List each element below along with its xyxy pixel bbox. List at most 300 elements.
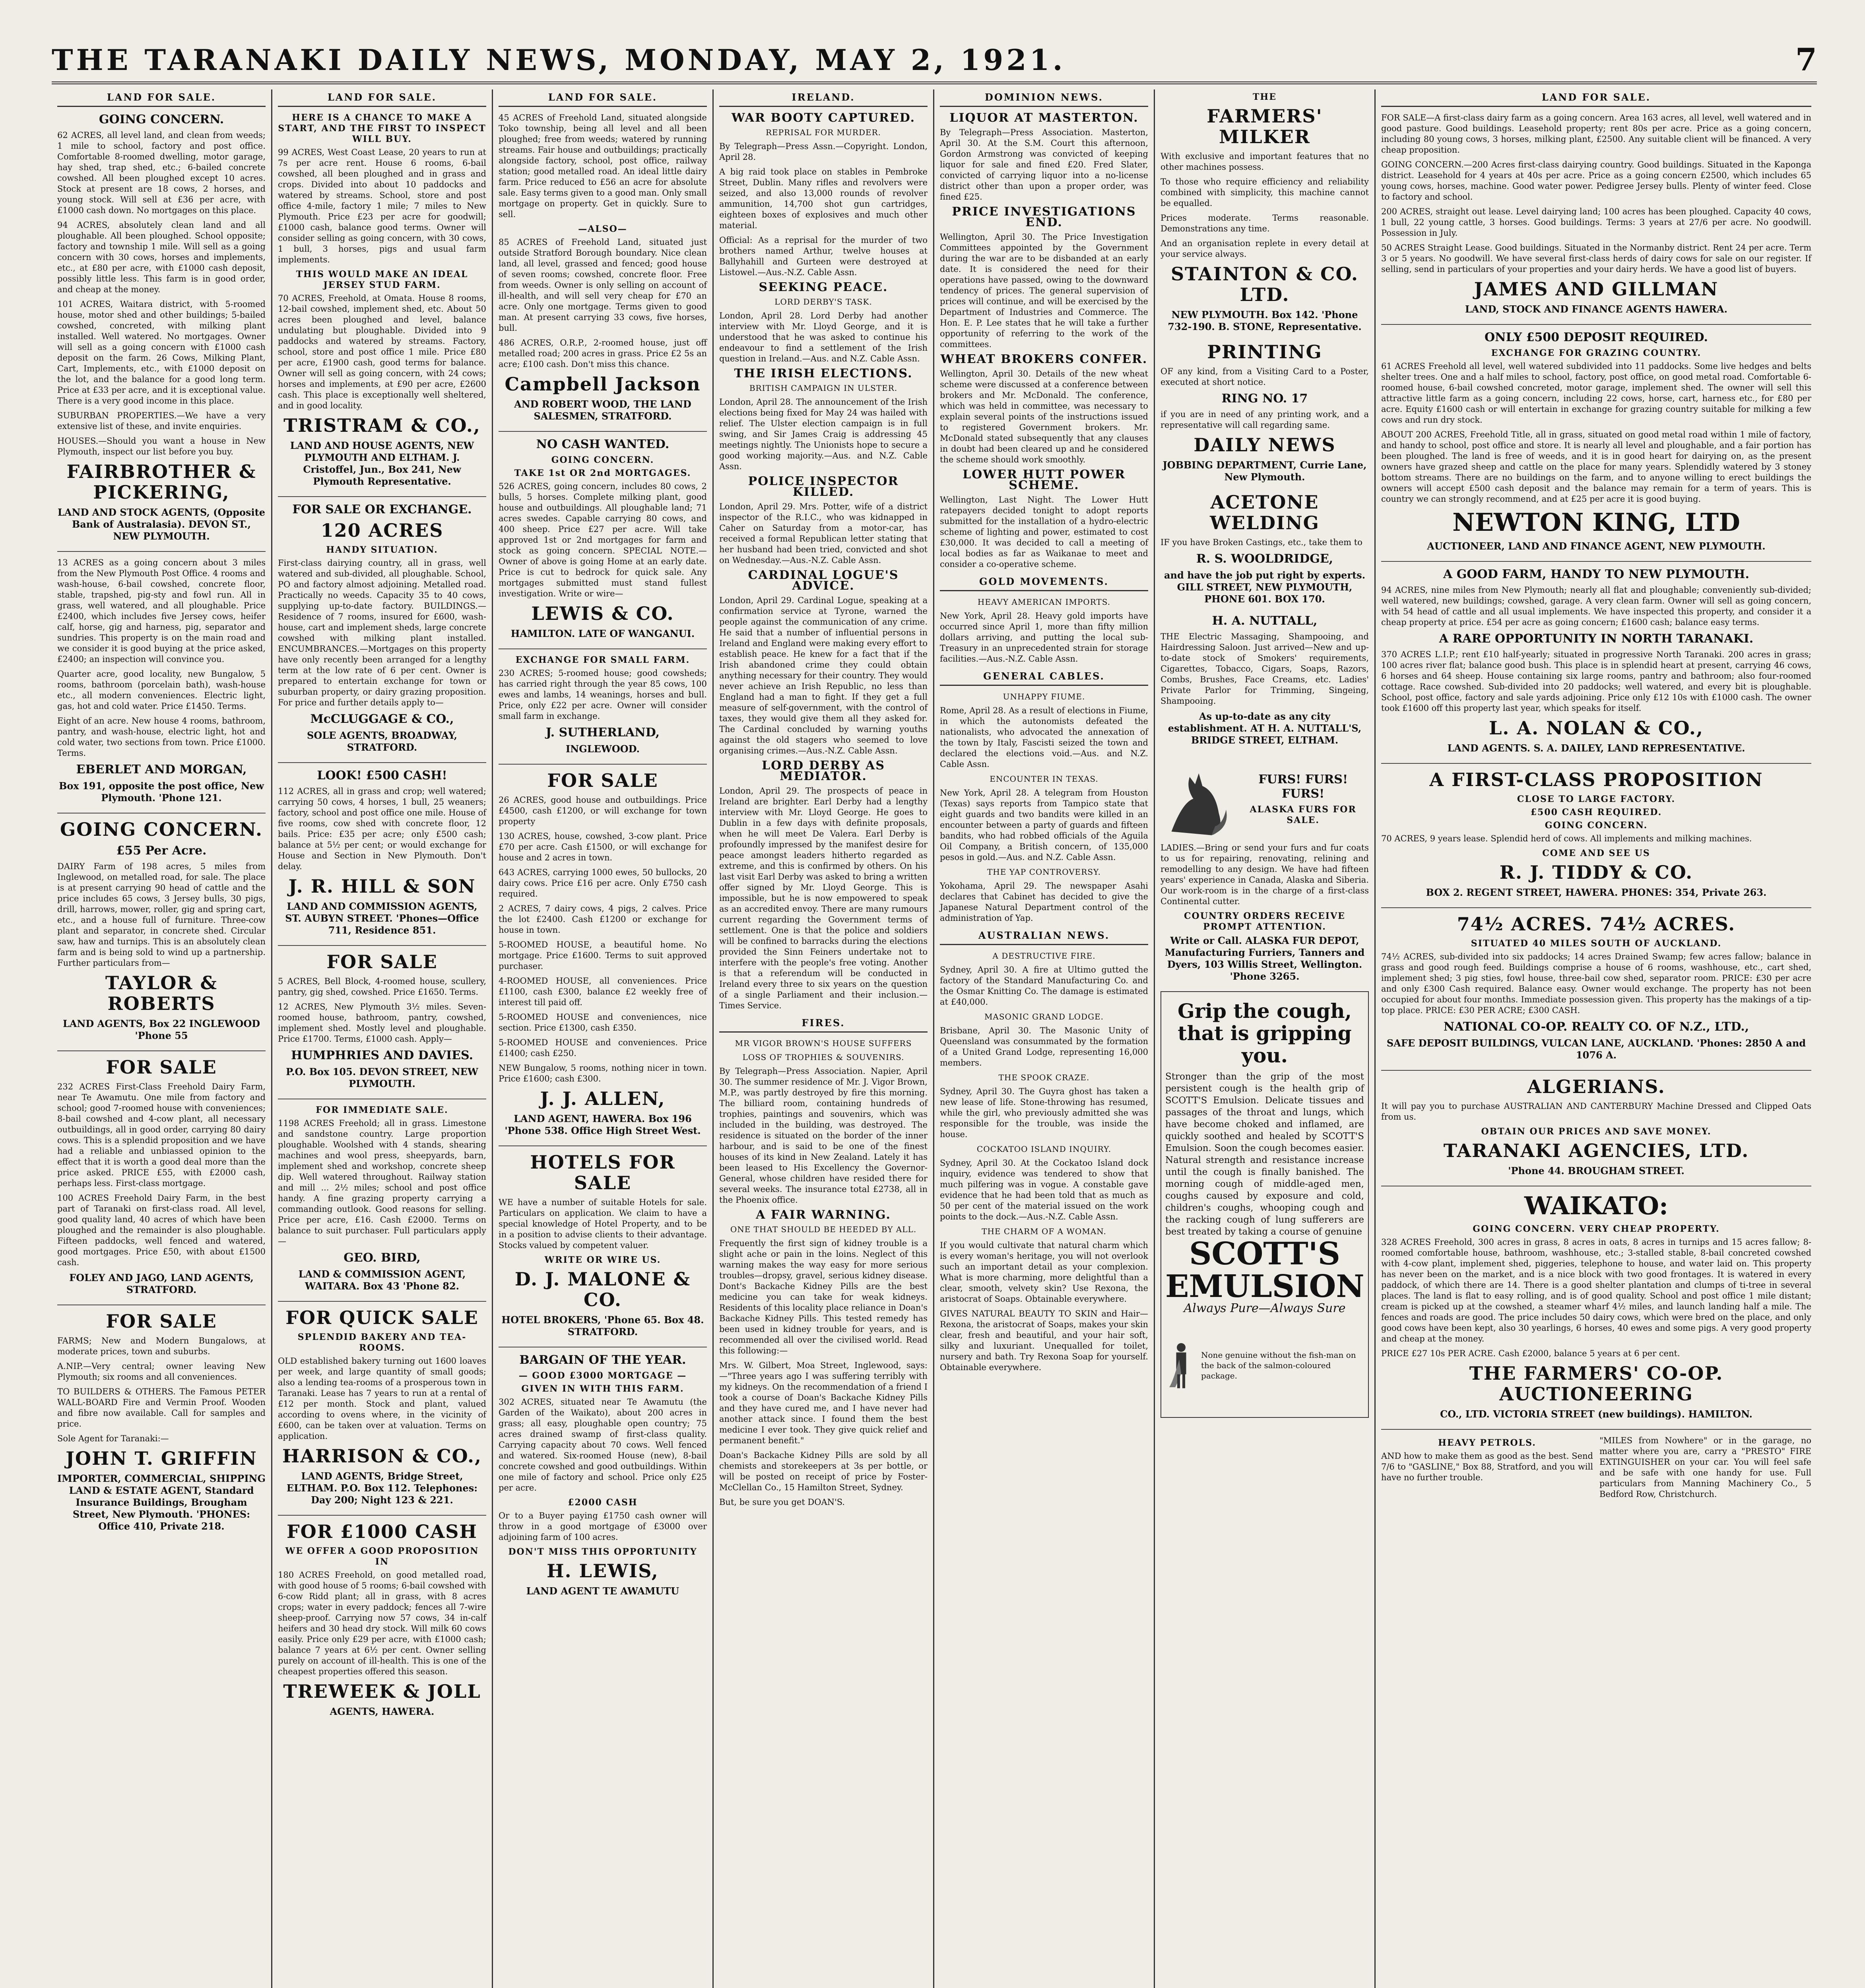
article-text: Sydney, April 30. A fire at Ultimo gutted the factory of the Standard Manufacturing Co. and the Osmar Knitting Co. The damage is estimated at £40,000.: [940, 965, 1148, 1007]
brand-tagline: Always Pure—Always Sure: [1184, 1301, 1346, 1315]
ad-heading: FOR SALE: [326, 951, 438, 973]
ad-text: 74½ ACRES, sub-divided into six paddocks; 14 acres Drained Swamp; few acres fallow; balance in grass and good rough feed. Buildings comprise a house of 6 rooms, washhouse, etc., cart shed, implement shed; 3 pig sties, fowl house, three-bail cow shed, separator room. PRICE: £30 per acre and only £300 Cash required. Balance easy. Owner would exchange. The property has not been occupied for about four months. Immediate possession given. This property has the makings of a tip-top place. PRICE: £30 PER ACRE; £300 CASH.: [1381, 952, 1811, 1015]
agent-details: and have the job put right by experts. GILL STREET, NEW PLYMOUTH, PHONE 601. BOX 170.: [1164, 569, 1366, 605]
classified-ad: [278, 951, 486, 1090]
furs-text: [1237, 769, 1369, 828]
article-heading: PRICE INVESTIGATIONS END.: [952, 205, 1136, 229]
article-text: If you would cultivate that natural charm which is every woman's heritage, you will not overlook such an important detail as your complexion. What is more charming, more delightful than a clear, smooth, velvety skin? Use Rexona, the aristocrat of Soaps. Obtainable everywhere.: [940, 1241, 1148, 1304]
ad-text: 5 ACRES, Bell Block, 4-roomed house, scullery, pantry, gig shed, cowshed. Price £1650. Terms.: [278, 977, 486, 997]
agent-name: JAMES AND GILLMAN: [1474, 278, 1719, 300]
classified-ad: [499, 437, 707, 640]
ad-heading: BARGAIN OF THE YEAR.: [519, 1353, 686, 1367]
classified-ad: [1381, 1192, 1811, 1420]
article-text: New York, April 28. A telegram from Houston (Texas) says reports from Tampico state that eight guards and two bandits were killed in an encounter between a party of guards and fifteen bandits, who had robbed officials of the Aguila Oil Company, a British concern, of 135,000 pesos in gold.—Aus. and N.Z. Cable Assn.: [940, 788, 1148, 862]
ad-heading: A GOOD FARM, HANDY TO NEW PLYMOUTH.: [1443, 567, 1749, 581]
classified-ad: [1599, 1435, 1811, 1504]
ad-subheading: COUNTRY ORDERS RECEIVE PROMPT ATTENTION.: [1184, 911, 1345, 932]
divider: [1381, 561, 1811, 562]
column-heading: IRELAND.: [719, 89, 928, 107]
agent-name: D. J. MALONE & CO.: [514, 1268, 691, 1310]
ad-text: 94 ACRES, absolutely clean land and all ploughable. All been ploughed. School opposite; factory and township 1 mile. Will sell as a going concern with 30 cows, horses and implements, etc., at £80 per acre, with £1000 cash deposit, possibly little less. This farm is in good order, and cheap at the money.: [57, 220, 266, 294]
ad-text: First-class dairying country, all in grass, well watered and sub-divided, all ploughable. School, PO and factory almost adjoining. Metalled road. Practically no weeds. Capacity 35 to 40 cows, supplying up-to-date factory. BUILDINGS.—Residence of 7 rooms, insured for £600, wash-house, cart and implement sheds, large concrete cowshed with milking plant installed. ENCUMBRANCES.—Mortgages on this property have only recently been arranged for a lengthy term at the low rate of 6 per cent. Owner is prepared to entertain exchange for town or suburban property, or dairy grazing proposition. For price and further details apply to—: [278, 558, 486, 707]
column-2: [272, 89, 493, 1988]
agent-details: LAND AGENT TE AWAMUTU: [526, 1585, 679, 1597]
classified-ad: [499, 770, 707, 1137]
agent-details: LAND AGENTS, Bridge Street, ELTHAM. P.O. Box 112. Telephones: Day 200; Night 123 & 221.: [286, 1470, 478, 1506]
ad-text: WE have a number of suitable Hotels for sale. Particulars on application. We claim to have a special knowledge of Hotel Property, and to be in a position to advise clients to their advantage. Stocks valued by competent valuer.: [499, 1198, 707, 1250]
article-subheading: MR VIGOR BROWN'S HOUSE SUFFERS: [735, 1039, 912, 1048]
ad-text: 643 ACRES, carrying 1000 ewes, 50 bullocks, 20 dairy cows. Price £16 per acre. Only £750 cash required.: [499, 868, 707, 899]
ad-text: 5-ROOMED HOUSE and conveniences. Price £1400; cash £250.: [499, 1038, 707, 1058]
ad-text: 1198 ACRES Freehold; all in grass. Limestone and sandstone country. Large proportion ploughable. Woolshed with 4 stands, shearing machines and wool press, sheepyards, barn, implement shed and workshop, concrete sheep dip. Well watered throughout. Railway station and mill ... 2½ miles; school and post office handy. A fine grazing property carrying a commanding outlook. Good reasons for selling. Price per acre, £16. Cash £2000. Terms on balance to suit purchaser. Full particulars apply—: [278, 1118, 486, 1246]
ad-text: 370 ACRES L.I.P.; rent £10 half-yearly; situated in progressive North Taranaki. 200 acres in grass; 100 acres river flat; balance good bush. This place is in splendid heart at present, carrying 46 cows, 6 horses and 64 sheep. House containing six large rooms, pantry and bathroom; also four-roomed cottage. Race cowshed. Sub-divided into 20 paddocks; well watered, and every bit is ploughable. School, post office, factory and sale yards adjoining. Price only £12 10s with £1000 cash. The owner took £1600 off this property last year, which speaks for itself.: [1381, 650, 1811, 713]
article-text: Rome, April 28. As a result of elections in Fiume, in which the autonomists defeated the nationalists, who advocated the annexation of the town by Italy, Fascisti seized the town and declared the elections void.—Aus. and N.Z. Cable Assn.: [940, 706, 1148, 769]
ad-text: 70 ACRES, 9 years lease. Splendid herd of cows. All implements and milking machines.: [1381, 834, 1752, 843]
divider: [499, 1145, 707, 1146]
agent-details: LAND AND HOUSE AGENTS, NEW PLYMOUTH AND ELTHAM. J. Cristoffel, Jun., Box 241, New Plymouth Representative.: [290, 440, 474, 487]
ad-text: 13 ACRES as a going concern about 3 miles from the New Plymouth Post Office. 4 rooms and wash-house, 6-bail cowshed, concrete floor, stable, trapshed, pig-sty and fowl run. All in grass, well watered, and all ploughable. Price £2400, which includes five Jersey cows, heifer calf, horse, gig and harness, pig, separator and sundries. This property is on the main road and we consider it is good buying at the price asked, £2400; an inspection will convince you.: [57, 558, 266, 664]
classified-ad: [57, 819, 266, 1042]
ad-text: 101 ACRES, Waitara district, with 5-roomed house, motor shed and other buildings; 5-bailed cowshed, concreted, with milking plant installed. Well watered. No mortgages. Owner will sell as a going concern with £1000 cash deposit on the farm. 26 Cows, Milking Plant, Cart, Implements, etc., with £1000 deposit on the lot, and the balance for a good long term. Price at £33 per acre, and it is exceptional value. There is a very good income in this place.: [57, 299, 266, 406]
column-heading: LAND FOR SALE.: [1381, 89, 1811, 107]
article-text: But, be sure you get DOAN'S.: [719, 1497, 845, 1507]
ad-text: And an organisation replete in every detail at your service always.: [1161, 239, 1369, 259]
classified-ad: [1381, 330, 1811, 552]
article-heading: THE IRISH ELECTIONS.: [734, 367, 913, 381]
ad-heading: LOOK! £500 CASH!: [317, 769, 447, 782]
article-subheading: ONE THAT SHOULD BE HEEDED BY ALL.: [730, 1225, 917, 1234]
ad-text: HOUSES.—Should you want a house in New Plymouth, inspect our list before you buy.: [57, 436, 266, 456]
column-heading: DOMINION NEWS.: [940, 89, 1148, 107]
article-subheading: ENCOUNTER IN TEXAS.: [990, 774, 1098, 784]
agent-details: SAFE DEPOSIT BUILDINGS, VULCAN LANE, AUCKLAND. 'Phones: 2850 A and 1076 A.: [1386, 1037, 1806, 1061]
article-text: New York, April 28. Heavy gold imports have occurred since April 1, more than fifty million dollars arriving, and putting the local sub-Treasury in an unprecedented strain for storage facilities.—Aus.-N.Z. Cable Assn.: [940, 611, 1148, 664]
ad-text: LADIES.—Bring or send your furs and fur coats to us for repairing, renovating, relining and remodelling to any design. We have had fifteen years' experience in Canada, Alaska and Siberia. Our work-room is in the charge of a first-class Continental cutter.: [1161, 843, 1369, 906]
ad-text: 180 ACRES Freehold, on good metalled road, with good house of 5 rooms; 6-bail cowshed with 6-cow Ridd plant; all in grass, with 8 acres crops; water in every paddock; fences all 7-wire sheep-proof. Carrying now 57 cows, 34 in-calf heifers and 30 head dry stock. Will milk 60 cows easily. Price only £29 per acre, with £1000 cash; balance 7 years at 6½ per cent. Owner selling purely on account of ill-health. This is one of the cheapest properties offered this season.: [278, 1570, 486, 1676]
article-subheading: THE YAP CONTROVERSY.: [987, 867, 1101, 877]
divider: [278, 945, 486, 946]
ad-subheading: HANDY SITUATION.: [326, 545, 438, 555]
furs-header: [1161, 755, 1369, 843]
ad-text: 12 ACRES, New Plymouth 3½ miles. Seven-roomed house, bathroom, pantry, cowshed, implement shed. Mostly level and ploughable. Price £1700. Terms, £1000 cash. Apply—: [278, 1002, 486, 1044]
column-1: [52, 89, 272, 1988]
ad-heading: GOING CONCERN.: [60, 819, 263, 840]
ad-text: 50 ACRES Straight Lease. Good buildings. Situated in the Normanby district. Rent 24 per acre. Term 3 or 5 years. No goodwill. We have several first-class herds of dairy cows for sale on our register. If selling, send in particulars of your properties and your dairy herds. We have a good list of buyers.: [1381, 243, 1811, 274]
columns: [52, 89, 1817, 1988]
column-6: [1155, 89, 1376, 1988]
ad-heading: FOR IMMEDIATE SALE.: [316, 1105, 448, 1115]
ad-text: Or to a Buyer paying £1750 cash owner will throw in a good mortgage of £3000 over adjoining farm of 100 acres.: [499, 1511, 707, 1542]
article-text: London, April 28. Lord Derby had another interview with Mr. Lloyd George, and it is understood that he was asked to continue his endeavour to find a settlement of the Irish question in Ireland.—Aus. and N.Z. Cable Assn.: [719, 311, 928, 363]
article-text: By Telegraph—Press Association. Masterton, April 30. At the S.M. Court this afternoon, Gordon Armstrong was convicted of keeping liquor for sale and fined £20. Fred Slater, convicted of carrying liquor into a no-license district other than upon a proper order, was fined £25.: [940, 128, 1148, 202]
article-text: Mrs. W. Gilbert, Moa Street, Inglewood, says:—"Three years ago I was suffering terribly with my kidneys. On the recommendation of a friend I took a course of Doan's Backache Kidney Pills and they have cured me, and I have never had another attack since. I found them the best medicine I ever took. They give quick relief and permanent benefit.": [719, 1361, 928, 1445]
agent-details: AND ROBERT WOOD, THE LAND SALESMEN, STRATFORD.: [514, 398, 691, 422]
ad-heading: PRINTING: [1207, 341, 1322, 363]
agent-name: Campbell Jackson: [505, 373, 701, 395]
article-text: London, April 29. The prospects of peace in Ireland are brighter. Earl Derby had a lengthy interview with Mr. Lloyd George. He goes to Dublin in a few days with definite proposals, when he will meet De Valera. Earl Derby is profoundly impressed by the manifest desire for peace amongst leaders hitherto regarded as extreme, and this is confirmed by others. On his last visit Earl Derby was asked to bring a written offer signed by Mr. Lloyd George. This is impossible, but he is now empowered to speak as an accredited envoy. There are many rumours current regarding the Government terms of settlement. One is that the police and soldiers will be confined to barracks during the elections provided the Sinn Feiners undertake not to interfere with the people's free voting. Another is that a referendum will be conducted in Ireland every three to six years on the question of a single Parliament and their inclusion.—Times Service.: [719, 786, 928, 1010]
ad-text: 328 ACRES Freehold, 300 acres in grass, 8 acres in oats, 8 acres in turnips and 15 acres fallow; 8-roomed comfortable house, bathroom, washhouse, etc.; 3-stalled stable, 8-bail concreted cowshed with 4-cow plant, implement shed, piggeries, telephone to house, and water laid on. This property has never been on the market, and is a nice block with two good frontages. It is watered in every paddock, of which there are 14. There is a good shelter plantation and clumps of ti-tree in several places. The land is flat to easy rolling, and is of good quality. School and post office 1 mile distant; cream is picked up at the cowshed, a steamer wharf 4½ miles, and launch landing half a mile. The fences and roads are good. The price includes 50 dairy cows, which were bred on the place, and only good cows have been kept, also 30 yearlings, 6 horses, 40 ewes and some pigs. A very good property and cheap at the money.: [1381, 1237, 1811, 1343]
article-text: Doan's Backache Kidney Pills are sold by all chemists and storekeepers at 3s per bottle, or will be posted on receipt of price by Foster-McClellan Co., 15 Hamilton Street, Sydney.: [719, 1450, 928, 1492]
article-text: Official: As a reprisal for the murder of two brothers named Arthur, twelve houses at Ballyhahill and Gurteen were destroyed at Listowel.—Aus.-N.Z. Cable Assn.: [719, 235, 928, 277]
agent-details: SOLE AGENTS, BROADWAY, STRATFORD.: [307, 730, 457, 753]
ad-text: 45 ACRES of Freehold Land, situated alongside Toko township, being all level and all been ploughed; free from weeds; watered by running streams. Fair house and outbuildings; practically alongside factory, school, post office, railway station; good metalled road. An ideal little dairy farm. Price reduced to £56 an acre for absolute sale. Easy terms given to a good man. Only small mortgage on property. Get in quickly. Sure to sell.: [499, 113, 707, 219]
hairdresser-ad: [1161, 614, 1369, 746]
ad-text: With exclusive and important features that no other machines possess.: [1161, 151, 1369, 172]
agent-details: FOLEY AND JAGO, LAND AGENTS, STRATFORD.: [69, 1272, 254, 1295]
fisherman-row: [1165, 1318, 1364, 1413]
agent-name: J. J. ALLEN,: [540, 1088, 666, 1109]
divider: [278, 1515, 486, 1516]
article-heading: POLICE INSPECTOR KILLED.: [748, 474, 899, 499]
ad-subheading: SITUATED 40 MILES SOUTH OF AUCKLAND.: [1471, 938, 1722, 949]
ad-text: 26 ACRES, good house and outbuildings. Price £4500, cash £1200, or will exchange for town property: [499, 795, 707, 826]
ad-text: 94 ACRES, nine miles from New Plymouth; nearly all flat and ploughable; conveniently sub-divided; well watered, new buildings; cowshed, garage. A very clean farm. Owner will sell as going concern, with 54 head of cattle and all usual implements. We have inspected this property, and consider it a cheap property at price. £54 per acre as going concern; £1600 cash; balance easy terms.: [1381, 585, 1811, 627]
column-7: [1376, 89, 1817, 1988]
divider: [278, 496, 486, 497]
ad-text: Sole Agent for Taranaki:—: [57, 1434, 169, 1443]
divider: [499, 764, 707, 765]
article-text: Brisbane, April 30. The Masonic Unity of Queensland was consummated by the formation of a United Grand Lodge, representing 16,000 members.: [940, 1026, 1148, 1068]
ad-heading: 74½ ACRES. 74½ ACRES.: [1457, 913, 1736, 935]
agent-name: TREWEEK & JOLL: [283, 1681, 481, 1702]
article-subheading: REPRISAL FOR MURDER.: [766, 128, 881, 137]
article-heading: A FAIR WARNING.: [756, 1208, 891, 1222]
article-text: Sydney, April 30. The Guyra ghost has taken a new lease of life. Stone-throwing has resumed, while the girl, who previously admitted she was responsible for the trouble, was inside the house.: [940, 1087, 1148, 1139]
ad-subheading: WE OFFER A GOOD PROPOSITION IN: [285, 1546, 479, 1567]
ad-text: 70 ACRES, Freehold, at Omata. House 8 rooms, 12-bail cowshed, implement shed, etc. About 50 acres been ploughed and level, balance undulating but ploughable. Divided into 9 paddocks and watered by streams. Factory, school, store and post office 1 mile. Price £80 per acre, £1900 cash, good terms for balance. Owner will sell as going concern, with 24 cows; horses and implements, at £90 per acre, £2600 cash. This place is exceptionally well sheltered, and in good locality.: [278, 293, 486, 410]
article-text: Yokohama, April 29. The newspaper Asahi declares that Cabinet has decided to give the Japanese Natural Department control of the administration of Yap.: [940, 881, 1148, 923]
ad-text: 100 ACRES Freehold Dairy Farm, in the best part of Taranaki on first-class road. All level, good quality land, 40 acres of which have been ploughed and the remainder is also ploughable. Fifteen paddocks, well fenced and watered, good mortgages. Price £50, with about £1500 cash.: [57, 1193, 266, 1267]
ad-heading: HOTELS FOR SALE: [530, 1151, 675, 1194]
agent-details: LAND AGENT, HAWERA. Box 196 'Phone 538. Office High Street West.: [505, 1113, 701, 1136]
classified-ad: [278, 113, 486, 487]
article-text: London, April 29. Mrs. Potter, wife of a district inspector of the R.I.C., who was kidnapped in Caher on Saturday from a motor-car, has received a formal Republican letter stating that her husband had been tried, convicted and shot on Wednesday.—Aus.-N.Z. Cable Assn.: [719, 502, 928, 565]
classified-ad: [499, 113, 707, 422]
agent-name: L. A. NOLAN & CO.,: [1489, 717, 1704, 739]
ad-subheading: £500 CASH REQUIRED.: [1530, 807, 1662, 817]
small-ads-row: [1381, 1435, 1811, 1512]
classified-ad: [1381, 914, 1811, 1061]
agent-details: NEW PLYMOUTH. Box 142. 'Phone 732-190. B. STONE, Representative.: [1168, 309, 1362, 332]
classified-ad: [1381, 567, 1811, 754]
agent-details: LAND AND STOCK AGENTS, (Opposite Bank of Australasia). DEVON ST., NEW PLYMOUTH.: [58, 507, 265, 542]
agent-name: NATIONAL CO-OP. REALTY CO. OF N.Z., LTD.,: [1443, 1020, 1749, 1034]
ad-subheading: TAKE 1st OR 2nd MORTGAGES.: [514, 468, 691, 478]
agent-details: LAND AGENTS. S. A. DAILEY, LAND REPRESENTATIVE.: [1447, 742, 1745, 754]
ad-subheading: GOING CONCERN.: [1545, 820, 1648, 831]
ad-subheading: — GOOD £3000 MORTGAGE —: [518, 1371, 687, 1381]
ad-text: Prices moderate. Terms reasonable. Demonstrations any time.: [1161, 213, 1369, 233]
ad-text: SUBURBAN PROPERTIES.—We have a very extensive list of these, and invite enquiries.: [57, 411, 266, 431]
article-heading: LOWER HUTT POWER SCHEME.: [963, 468, 1126, 492]
ad-heading: ACETONE WELDING: [1210, 491, 1320, 534]
agent-details: P.O. Box 105. DEVON STREET, NEW PLYMOUTH.: [286, 1066, 478, 1089]
ad-subheading: ALASKA FURS FOR SALE.: [1250, 804, 1357, 825]
divider: [57, 551, 266, 552]
ad-heading: A FIRST-CLASS PROPOSITION: [1429, 769, 1763, 790]
ad-subheading: CLOSE TO LARGE FACTORY.: [1517, 794, 1676, 804]
ad-text: 486 ACRES, O.R.P., 2-roomed house, just off metalled road; 200 acres in grass. Price £2 5s an acre; £100 cash. Don't miss this chance.: [499, 338, 707, 369]
divider: [278, 762, 486, 763]
article-heading: WAR BOOTY CAPTURED.: [731, 111, 916, 125]
agent-name: EBERLET AND MORGAN,: [76, 763, 247, 777]
ad-text: It will pay you to purchase AUSTRALIAN AND CANTERBURY Machine Dressed and Clipped Oats from us.: [1381, 1101, 1811, 1122]
classified-ad: [278, 1521, 486, 1718]
ad-heading: WAIKATO:: [1524, 1191, 1668, 1220]
column-heading: LAND FOR SALE.: [278, 89, 486, 107]
classified-ad: [499, 1152, 707, 1338]
divider: [57, 1050, 266, 1051]
agent-name: NEWTON KING, LTD: [1452, 508, 1740, 537]
welding-ad: [1161, 492, 1369, 605]
ad-text: 2 ACRES, 7 dairy cows, 4 pigs, 2 calves. Price the lot £2400. Cash £1200 or exchange for house in town.: [499, 904, 707, 935]
agent-details: AUCTIONEER, LAND AND FINANCE AGENT, NEW PLYMOUTH.: [1427, 540, 1766, 552]
article-subheading: UNHAPPY FIUME.: [1003, 692, 1085, 701]
article-text: London, April 29. Cardinal Logue, speaking at a confirmation service at Tyrone, warned the people against the communication of any crime. He said that a number of influential persons in Ireland and England were making every effort to establish peace. He knew for a fact that if the Irish abandoned crime they could obtain anything necessary for their country. They would never achieve an Irish Republic, no less than England had a man to fight. If they get a full measure of self-government, with the control of taxes, they would give them all they asked for. The Cardinal concluded by warning youths against the old stagers who seemed to love organising crimes.—Aus.-N.Z. Cable Assn.: [719, 596, 928, 755]
article-subheading: MASONIC GRAND LODGE.: [984, 1012, 1104, 1021]
ad-text: Quarter acre, good locality, new Bungalow, 5 rooms, bathroom (porcelain bath), wash-house etc., all modern conveniences. Electric light, gas, hot and cold water. Price £1450. Terms.: [57, 669, 266, 711]
article-heading: CARDINAL LOGUE'S ADVICE.: [748, 568, 899, 593]
agent-details: AGENTS, HAWERA.: [330, 1706, 435, 1717]
article-text: Frequently the first sign of kidney trouble is a slight ache or pain in the loins. Neglect of this warning makes the way easy for more serious troubles—dropsy, gravel, serious kidney disease. Dont's Backache Kidney Pills are the best medicine you can take for weak kidneys. Residents of this locality place reliance in Doan's Backache Kidney Pills. This tested remedy has been used in kidney trouble for years, and is recommended all over the civilised world. Read this following:—: [719, 1239, 928, 1355]
agent-name: R. S. WOOLDRIDGE,: [1196, 552, 1333, 566]
ad-text: 200 ACRES, straight out lease. Level dairying land; 100 acres has been ploughed. Capacity 40 cows, 1 bull, 22 young cattle, 3 horses. Good buildings. Terms: 3 years at 27/6 per acre. No goodwill. Possession in July.: [1381, 207, 1811, 238]
agent-details: IMPORTER, COMMERCIAL, SHIPPING LAND & ESTATE AGENT, Standard Insurance Buildings, Brougham Street, New Plymouth. 'PHONES: Office 410, Private 218.: [57, 1473, 266, 1532]
ad-text: 130 ACRES, house, cowshed, 3-cow plant. Price £70 per acre. Cash £1500, or will exchange for house and 2 acres in town.: [499, 831, 707, 862]
ad-text: IF you have Broken Castings, etc., take them to: [1161, 538, 1362, 547]
ad-text: 112 ACRES, all in grass and crop; well watered; carrying 50 cows, 4 horses, 1 bull, 25 weaners; factory, school and post office one mile. House of five rooms, cow shed with concrete floor, 12 bails. Price: £35 per acre; only £500 cash; balance at 5½ per cent; or would exchange for House and Section in New Plymouth. Don't delay.: [278, 786, 486, 871]
classified-ad: [278, 503, 486, 753]
ad-text: ABOUT 200 ACRES, Freehold Title, all in grass, situated on good metal road within 1 mile of factory, and handy to school, post office and store. It is nearly all level and ploughable, and a fair portion has been ploughed. The land is free of weeds, and it is in good heart for dairying on, as the present owners have grazed sheep and cattle on the place for many years. Splendidly watered by 3 stoney bottom streams. There are no buildings on the farm, and to anyone willing to erect buildings the owners will accept £500 cash deposit and the balance may remain for a term of years. This is country we can strongly recommend, and at £25 per acre it is good buying.: [1381, 430, 1811, 504]
classified-ad: [57, 113, 266, 542]
divider: [1381, 907, 1811, 908]
fisherman-illustration: [1165, 1318, 1197, 1413]
milker-ad: [1161, 92, 1369, 333]
ad-heading: FOR SALE: [547, 770, 658, 791]
ad-subheading: GOING CONCERN.: [551, 455, 654, 465]
ad-heading: 120 ACRES: [320, 520, 444, 541]
agent-name: FAIRBROTHER & PICKERING,: [66, 461, 256, 503]
ad-heading: HEAVY PETROLS.: [1438, 1438, 1536, 1448]
ad-text: AND how to make them as good as the best. Send 7/6 to "GASLINE," Box 88, Stratford, and you will have no further trouble.: [1381, 1451, 1593, 1482]
agent-details: JOBBING DEPARTMENT, Currie Lane, New Plymouth.: [1162, 459, 1367, 483]
agent-details: LAND & COMMISSION AGENT, WAITARA. Box 43 'Phone 82.: [298, 1268, 466, 1292]
ad-text: DAIRY Farm of 198 acres, 5 miles from Inglewood, on metalled road, for sale. The place is at present carrying 90 head of cattle and the price includes 65 cows, 3 Jersey bulls, 30 pigs, drill, harrows, mower, roller, gig and spring cart, etc., and a house full of furniture. Three-cow plant and separator, in concrete shed. Circular saw, haw and turnips. This is an absolutely clean farm and is being sold to wind up a partnership. Further particulars from—: [57, 862, 266, 968]
furs-ad: [1161, 755, 1369, 982]
ad-heading: ONLY £500 DEPOSIT REQUIRED.: [1485, 330, 1708, 344]
agent-details: BOX 2. REGENT STREET, HAWERA. PHONES: 354, Private 263.: [1426, 887, 1767, 898]
agent-details: 'Phone 44. BROUGHAM STREET.: [1508, 1165, 1685, 1176]
article-text: By Telegraph—Press Association. Napier, April 30. The summer residence of Mr. J. Vigor Brown, M.P., was partly destroyed by fire this morning. The billiard room, containing hundreds of trophies, paintings and souvenirs, which was included in the building, was destroyed. The residence is situated on the border of the inner harbour, and is said to be one of the finest houses of its kind in New Zealand. Lately it has been leased to His Excellency the Governor-General, whose children have resided there for several weeks. The insurance total £2738, all in the Phoenix office.: [719, 1066, 928, 1205]
ad-text: "MILES from Nowhere" or in the garage, no matter where you are, carry a "PRESTO" FIRE EXTINGUISHER on your car. You will feel safe and be safe with one handy for use. Full particulars from Manning Machinery Co., 5 Bedford Row, Christchurch.: [1599, 1436, 1811, 1499]
ad-subheading: £55 Per Acre.: [116, 844, 207, 858]
article-text: Sydney, April 30. At the Cockatoo Island dock inquiry, evidence was tendered to show that much pilfering was in vogue. A constable gave evidence that he had been told that as much as 50 per cent of the material issued on the work points to the dock.—Aus.-N.Z. Cable Assn.: [940, 1158, 1148, 1221]
agent-name: J. SUTHERLAND,: [545, 726, 660, 740]
agent-details: As up-to-date as any city establishment. AT H. A. NUTTALL'S, BRIDGE STREET, ELTHAM.: [1168, 711, 1362, 746]
agent-name: GEO. BIRD,: [344, 1251, 421, 1265]
fox-illustration: [1161, 755, 1233, 843]
divider: [1381, 763, 1811, 764]
column-5: [934, 89, 1155, 1988]
ad-text: 302 ACRES, situated near Te Awamutu (the Garden of the Waikato), about 200 acres in grass; all easy, ploughable open country; 75 acres drained swamp of first-class quality. Carrying capacity about 70 cows. Well fenced and watered. Six-roomed House (new), 8-bail concrete cowshed and good outbuildings. Within one mile of factory and school. Price only £25 per acre.: [499, 1397, 707, 1493]
ad-heading: FOR SALE OR EXCHANGE.: [292, 503, 472, 516]
ad-heading: ALGERIANS.: [1527, 1076, 1665, 1097]
ad-text: PRICE £27 10s PER ACRE. Cash £2000, balance 5 years at 6 per cent.: [1381, 1349, 1680, 1358]
classified-ad: [278, 1307, 486, 1506]
ad-text: 5-ROOMED HOUSE, a beautiful home. No mortgage. Price £1600. Terms to suit approved purchaser.: [499, 940, 707, 971]
ad-subheading: GOING CONCERN. VERY CHEAP PROPERTY.: [1473, 1224, 1720, 1234]
ad-text: 99 ACRES, West Coast Lease, 20 years to run at 7s per acre rent. House 6 rooms, 6-bail cowshed, all been ploughed and in grass and crops. Divided into about 10 paddocks and watered by streams. School, store and post office 4-mile, factory 1 mile; 7 miles to New Plymouth. Price £23 per acre for goodwill; £1000 cash, balance good terms. Owner will consider selling as going concern, with 30 cows, 1 bull, 3 horses, pigs and usual farm implements.: [278, 148, 486, 264]
ad-heading: HERE IS A CHANCE TO MAKE A START, AND THE FIRST TO INSPECT WILL BUY.: [278, 113, 486, 144]
ad-text: 230 ACRES; 5-roomed house; good cowsheds; has carried right through the year 85 cows, 100 ewes and lambs, 14 weanings, horses and bull. Price, only £22 per acre. Owner will consider small farm in exchange.: [499, 668, 707, 721]
ad-subheading: SPLENDID BAKERY AND TEA-ROOMS.: [297, 1332, 467, 1353]
article-subheading: COCKATOO ISLAND INQUIRY.: [976, 1144, 1112, 1154]
ad-text: FARMS; New and Modern Bungalows, at moderate prices, town and suburbs.: [57, 1336, 266, 1356]
article-subheading: LORD DERBY'S TASK.: [774, 297, 872, 307]
article-subheading: LOSS OF TROPHIES & SOUVENIRS.: [742, 1052, 904, 1062]
agent-details: LAND, STOCK AND FINANCE AGENTS HAWERA.: [1465, 303, 1727, 315]
section-heading: AUSTRALIAN NEWS.: [940, 928, 1148, 945]
article-heading: WHEAT BROKERS CONFER.: [940, 352, 1148, 366]
agent-details: HOTEL BROKERS, 'Phone 65. Box 48. STRATFORD.: [501, 1314, 704, 1338]
agent-name: HUMPHRIES AND DAVIES.: [291, 1048, 474, 1062]
article-text: GIVES NATURAL BEAUTY TO SKIN and Hair—Rexona, the aristocrat of Soaps, makes your skin clear, fresh and beautiful, and your hair soft, silky and luxuriant. Unequalled for toilet, nursery and bath. Try Rexona Soap for yourself. Obtainable everywhere.: [940, 1309, 1148, 1372]
classified-ad: [499, 655, 707, 755]
classified-ad: [499, 1353, 707, 1597]
ad-heading: THE: [1253, 92, 1277, 102]
article-subheading: THE SPOOK CRAZE.: [998, 1073, 1090, 1082]
classified-ad: [278, 769, 486, 936]
ad-subheading: RING NO. 17: [1221, 392, 1308, 406]
ad-text: 232 ACRES First-Class Freehold Dairy Farm, near Te Awamutu. One mile from factory and school; good 7-roomed house with conveniences; 8-bail cowshed and 4-cow plant, all necessary outbuildings, all in good order, carrying 80 dairy cows. This is a splendid proposition and we have had a reliable and unbiassed opinion to the effect that it is worth a good deal more than the price asked. PRICE £55, with £2000 cash, perhaps less. First-class mortgage.: [57, 1082, 266, 1188]
classified-ad: [57, 1057, 266, 1296]
ad-text: To those who require efficiency and reliability combined with simplicity, this machine cannot be equalled.: [1161, 177, 1369, 208]
ad-subheading: £2000 CASH: [568, 1497, 638, 1508]
printing-ad: [1161, 342, 1369, 483]
ad-text: 61 ACRES Freehold all level, well watered subdivided into 11 paddocks. Some live hedges and belts shelter trees. One and a half miles to school, factory, post office, on good metal road. Comfortable 6-roomed house, 6-bail cowshed concreted, motor garage, implement shed. The owner will sell this attractive little farm as a going concern, including 22 cows, horse, cart, harness etc., for £80 per acre. Equity £1600 cash or will entertain in exchange for grazing country suitable for milking a few cows and run dry stock.: [1381, 361, 1811, 425]
classified-ad: [278, 1105, 486, 1292]
ad-heading: NO CASH WANTED.: [536, 437, 670, 451]
agent-details: LAND AGENTS, Box 22 INGLEWOOD 'Phone 55: [62, 1018, 260, 1041]
ad-heading: GOING CONCERN.: [99, 113, 224, 126]
ad-text: OLD established bakery turning out 1600 loaves per week, and large quantity of small goods; also a lending tea-rooms of a prosperous town in Taranaki. Lease has 7 years to run at a rental of £12 per month. Stock and plant, valued according to ovens where, in the vicinity of £600, can be taken over at valuation. Terms on application.: [278, 1356, 486, 1441]
column-heading: LAND FOR SALE.: [57, 89, 266, 107]
article-text: Wellington, April 30. Details of the new wheat scheme were discussed at a conference between brokers and Mr. McDonald. The conference, which was held in committee, was necessary to explain several points of the instructions issued to registered Government brokers. Mr. McDonald stated subsequently that any clauses in doubt had been cleared up and he considered the scheme should work smoothly.: [940, 369, 1148, 464]
ad-text: 5-ROOMED HOUSE and conveniences, nice section. Price £1300, cash £350.: [499, 1012, 707, 1033]
agent-name: TRISTRAM & CO.,: [283, 415, 481, 436]
article-subheading: A DESTRUCTIVE FIRE.: [992, 951, 1096, 961]
column-4: [714, 89, 934, 1988]
article-subheading: THE CHARM OF A WOMAN.: [982, 1227, 1106, 1236]
ad-heading: FOR QUICK SALE: [285, 1307, 479, 1328]
ad-text: OF any kind, from a Visiting Card to a Poster, executed at short notice.: [1161, 367, 1369, 387]
ad-subheading: —ALSO—: [578, 224, 627, 234]
ad-text: Eight of an acre. New house 4 rooms, bathroom, pantry, and wash-house, electric light, hot and cold water, two sections from town. Price £1000. Terms.: [57, 716, 266, 758]
agent-name: THE FARMERS' CO-OP. AUCTIONEERING: [1469, 1363, 1723, 1405]
column-heading: LAND FOR SALE.: [499, 89, 707, 107]
agent-name: STAINTON & CO. LTD.: [1170, 263, 1359, 305]
classified-ad: [1381, 1076, 1811, 1177]
agent-name: R. J. TIDDY & CO.: [1499, 862, 1693, 883]
brand-name: SCOTT'S EMULSION: [1165, 1236, 1364, 1305]
divider: [1381, 1070, 1811, 1071]
article-byline: By Telegraph—Press Assn.—Copyright. London, April 28.: [719, 142, 928, 162]
section-heading: FIRES.: [719, 1015, 928, 1033]
ad-text: GOING CONCERN.—200 Acres first-class dairying country. Good buildings. Situated in the Kaponga district. Leasehold for 4 years at 40s per acre. Price as a going concern £2500, which includes 65 young cows, horses, machine. Good water power. Pedigree Jersey bulls. Plenty of winter feed. Close to factory and school.: [1381, 160, 1811, 202]
ad-heading: DAILY NEWS: [1194, 434, 1336, 456]
ad-subheading: OBTAIN OUR PRICES AND SAVE MONEY.: [1481, 1126, 1712, 1137]
agent-details: INGLEWOOD.: [566, 743, 640, 755]
ad-text: 85 ACRES of Freehold Land, situated just outside Stratford Borough boundary. Nice clean land, all level, grassed and fenced; good house of seven rooms; cowshed, concrete floor. Free from weeds. Owner is only selling on account of ill-health, and will sell very cheap for £70 an acre. Only one mortgage. Terms given to good man. At present carrying 33 cows, five horses, bull.: [499, 237, 707, 333]
masthead: [52, 38, 1817, 84]
agent-name: HARRISON & CO.,: [282, 1445, 482, 1467]
article-text: Wellington, April 30. The Price Investigation Committees appointed by the Government during the war are to be disbanded at an early date. It is considered the need for their operations have passed, owing to the downward tendency of prices. The general supervision of prices will continue, and will be exercised by the Department of Industries and Commerce. The Hon. E. P. Lee states that he will take a further opportunity of referring to the work of the committees.: [940, 232, 1148, 349]
ad-text: NEW Bungalow, 5 rooms, nothing nicer in town. Price £1600; cash £300.: [499, 1063, 707, 1083]
article-heading: SEEKING PEACE.: [759, 280, 888, 294]
agent-name: J. R. HILL & SON: [288, 876, 476, 897]
ad-heading: A RARE OPPORTUNITY IN NORTH TARANAKI.: [1439, 632, 1754, 646]
classified-ad: [1381, 769, 1811, 899]
agent-name: JOHN T. GRIFFIN: [66, 1448, 257, 1469]
ad-subheading: GIVEN IN WITH THIS FARM.: [521, 1384, 684, 1394]
divider: [499, 648, 707, 649]
article-heading: LIQUOR AT MASTERTON.: [949, 111, 1139, 125]
genuine-note: None genuine without the fish-man on the back of the salmon-coloured package.: [1201, 1350, 1356, 1380]
ad-heading: FARMERS' MILKER: [1207, 105, 1323, 148]
ad-text: THE Electric Massaging, Shampooing, and Hairdressing Saloon. Just arrived—New and up-to-date stock of Smokers' requirements, Cigarettes, Tobacco, Cigars, Soaps, Razors, Combs, Brushes, Face Creams, etc. Ladies' Private Parlor for Trimming, Singeing, Shampooing.: [1161, 632, 1369, 706]
article-subheading: BRITISH CAMPAIGN IN ULSTER.: [749, 383, 898, 393]
ad-headline: Grip the cough, that is gripping you.: [1178, 999, 1352, 1067]
ad-subheading: WRITE OR WIRE US.: [544, 1255, 661, 1265]
ad-text: 4-ROOMED HOUSE, all conveniences. Price £1100, cash £300, balance £2 weekly free of interest till paid off.: [499, 976, 707, 1007]
divider: [499, 431, 707, 432]
agent-name: H. LEWIS,: [547, 1560, 659, 1582]
section-heading: GENERAL CABLES.: [940, 668, 1148, 686]
ad-text: if you are in need of any printing work, and a representative will call regarding same.: [1161, 410, 1369, 430]
agent-details: CO., LTD. VICTORIA STREET (new buildings). HAMILTON.: [1440, 1408, 1752, 1420]
ad-subheading: EXCHANGE FOR GRAZING COUNTRY.: [1491, 348, 1702, 358]
classified-ad: [57, 557, 266, 804]
page-number: 7: [1795, 41, 1817, 78]
classified-ad: [57, 1311, 266, 1532]
ad-heading: FURS! FURS! FURS!: [1258, 773, 1348, 801]
ad-heading: EXCHANGE FOR SMALL FARM.: [515, 655, 690, 665]
agent-name: LEWIS & CO.: [531, 603, 674, 624]
masthead-title: THE TARANAKI DAILY NEWS, MONDAY, MAY 2, 1921.: [52, 43, 1066, 77]
agent-details: LAND AND COMMISSION AGENTS, ST. AUBYN STREET. 'Phones—Office 711, Residence 851.: [285, 901, 479, 936]
ad-subheading: COME AND SEE US: [1542, 848, 1650, 858]
divider: [1381, 324, 1811, 325]
article-subheading: HEAVY AMERICAN IMPORTS.: [977, 597, 1111, 607]
article-text: Wellington, Last Night. The Lower Hutt ratepayers decided tonight to adopt reports submitted for the installation of a hydro-electric scheme of lighting and power, estimated to cost £30,000. It was decided to call a meeting of local bodies as far as Waikanae to meet and consider a co-operative scheme.: [940, 495, 1148, 569]
agent-name: TAYLOR & ROBERTS: [105, 972, 218, 1014]
ad-text: FOR SALE—A first-class dairy farm as a going concern. Area 163 acres, all level, well watered and in good pasture. Good buildings. Leasehold property; rent 80s per acre. Price as a going concern, including 80 young cows, 3 horses, milking plant, £2500. Any suitable client will be financed. A very cheap proposition.: [1381, 113, 1811, 155]
section-heading: GOLD MOVEMENTS.: [940, 574, 1148, 591]
ad-heading: FOR SALE: [106, 1310, 217, 1332]
agent-name: McCLUGGAGE & CO.,: [310, 712, 454, 726]
ad-heading: FOR £1000 CASH: [286, 1521, 477, 1542]
scotts-emulsion-ad: [1161, 991, 1369, 1418]
article-text: London, April 28. The announcement of the Irish elections being fixed for May 24 was hailed with relief. The Ulster election campaign is in full swing, and Sir James Craig is addressing 45 meetings nightly. The Unionists hope to secure a good working majority.—Aus. and N.Z. Cable Assn.: [719, 397, 928, 471]
divider: [1381, 1429, 1811, 1430]
article-text: A big raid took place on stables in Pembroke Street, Dublin. Many rifles and revolvers were seized, and also 13,000 rounds of revolver ammunition, 14,700 shot gun cartridges, eighteen boxes of explosives and much other material.: [719, 167, 928, 230]
article-heading: LORD DERBY AS MEDIATOR.: [761, 759, 885, 783]
agent-details: Write or Call. ALASKA FUR DEPOT, Manufacturing Furriers, Tanners and Dyers, 103 Willis Street, Wellington. 'Phone 3265.: [1164, 935, 1365, 982]
ad-subheading: DON'T MISS THIS OPPORTUNITY: [508, 1547, 697, 1557]
agent-name: TARANAKI AGENCIES, LTD.: [1443, 1140, 1749, 1161]
ad-text: TO BUILDERS & OTHERS. The Famous PETER WALL-BOARD Fire and Vermin Proof. Wooden and fibre now available. Call for samples and price.: [57, 1387, 266, 1429]
ad-heading: FOR SALE: [106, 1056, 217, 1078]
